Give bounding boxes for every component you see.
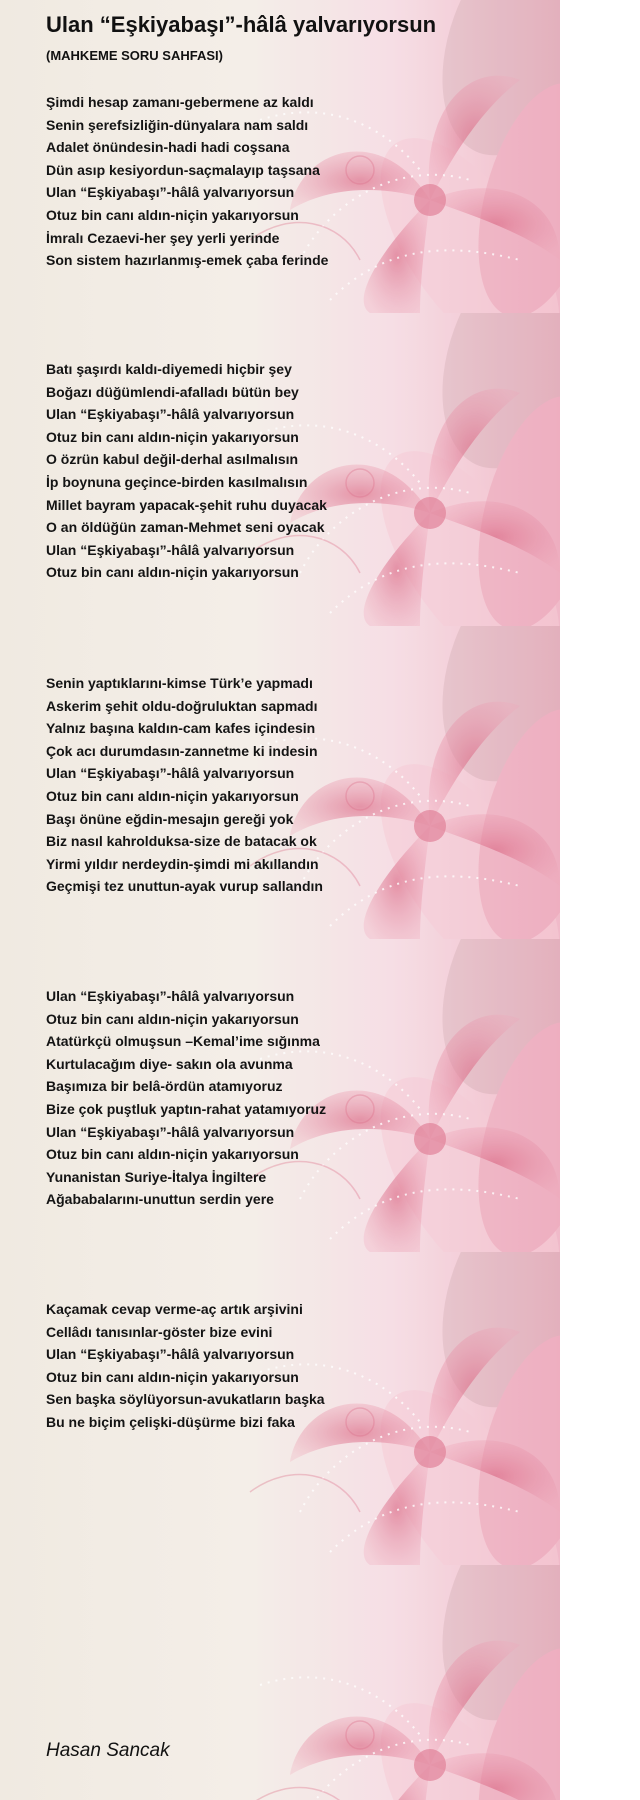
poem-line: Ulan “Eşkiyabaşı”-hâlâ yalvarıyorsun xyxy=(46,1123,295,1140)
poem-line: Ulan “Eşkiyabaşı”-hâlâ yalvarıyorsun xyxy=(46,1346,295,1363)
poem-line: Adalet önündesin-hadi hadi coşsana xyxy=(46,139,290,156)
poem-line: Millet bayram yapacak-şehit ruhu duyacak xyxy=(46,496,327,513)
poem-line: Ulan “Eşkiyabaşı”-hâlâ yalvarıyorsun xyxy=(46,765,295,782)
poem-line: Bize çok puştluk yaptın-rahat yatamıyoruz xyxy=(46,1100,327,1117)
poem-line: Kaçamak cevap verme-aç artık arşivini xyxy=(46,1301,303,1317)
poem-line: Sen başka söylüyorsun-avukatların başka xyxy=(46,1391,325,1408)
poem-line: Ulan “Eşkiyabaşı”-hâlâ yalvarıyorsun xyxy=(46,184,295,201)
poem-line: Ulan “Eşkiyabaşı”-hâlâ yalvarıyorsun xyxy=(46,406,295,423)
poem-line: Yalnız başına kaldın-cam kafes içindesin xyxy=(46,720,316,737)
poem-subtitle: (MAHKEME SORU SAHFASI) xyxy=(46,48,223,63)
poem-line: Senin şerefsizliğin-dünyalara nam saldı xyxy=(46,116,309,133)
poem-line: Otuz bin canı aldın-niçin yakarıyorsun xyxy=(46,1010,299,1027)
poem-line: Otuz bin canı aldın-niçin yakarıyorsun xyxy=(46,428,299,445)
poem-line: O an öldüğün zaman-Mehmet seni oyacak xyxy=(46,519,325,536)
stanza xyxy=(46,91,328,272)
poem-line: Cellâdı tanısınlar-göster bize evini xyxy=(46,1323,273,1340)
poem-line: Batı şaşırdı kaldı-diyemedi hiçbir şey xyxy=(46,361,292,377)
poem-line: Senin yaptıklarını-kimse Türk’e yapmadı xyxy=(46,675,313,691)
stanza xyxy=(46,672,323,898)
poem-line: Ulan “Eşkiyabaşı”-hâlâ yalvarıyorsun xyxy=(46,988,295,1004)
stanza xyxy=(46,1298,325,1434)
poem-line: Ulan “Eşkiyabaşı”-hâlâ yalvarıyorsun xyxy=(46,541,295,558)
poem-line: Dün asıp kesiyordun-saçmalayıp taşsana xyxy=(46,161,320,178)
poem-line: Kurtulacağım diye- sakın ola avunma xyxy=(46,1055,293,1072)
poem-line: Ağababalarını-unuttun serdin yere xyxy=(46,1191,274,1208)
poem-line: İp boynuna geçince-birden kasılmalısın xyxy=(46,473,308,490)
poem-line: Yunanistan Suriye-İtalya İngiltere xyxy=(46,1168,267,1185)
poem-line: Biz nasıl kahrolduksa-size de batacak ok xyxy=(46,833,317,850)
poem-line: Çok acı durumdasın-zannetme ki indesin xyxy=(46,742,318,759)
poem-line: Atatürkçü olmuşsun –Kemal’ime sığınma xyxy=(46,1033,320,1050)
poem-line: O özrün kabul değil-derhal asılmalısın xyxy=(46,451,299,468)
poem-line: İmralı Cezaevi-her şey yerli yerinde xyxy=(46,229,280,246)
poem-line: Otuz bin canı aldın-niçin yakarıyorsun xyxy=(46,564,299,581)
stanza xyxy=(46,358,327,584)
poem-line: Otuz bin canı aldın-niçin yakarıyorsun xyxy=(46,1146,299,1163)
poem-line: Son sistem hazırlanmış-emek çaba ferinde xyxy=(46,252,329,269)
stanza xyxy=(46,985,326,1211)
poem-line: Yirmi yıldır nerdeydin-şimdi mi akıllandın xyxy=(46,855,319,872)
poem-line: Otuz bin canı aldın-niçin yakarıyorsun xyxy=(46,787,299,804)
poem-line: Başımıza bir belâ-ördün atamıyoruz xyxy=(46,1078,283,1095)
poem-line: Boğazı düğümlendi-afalladı bütün bey xyxy=(46,383,299,400)
poem-title: Ulan “Eşkiyabaşı”-hâlâ yalvarıyorsun xyxy=(46,12,437,37)
poem-line: Şimdi hesap zamanı-gebermene az kaldı xyxy=(46,94,314,110)
poem-line: Otuz bin canı aldın-niçin yakarıyorsun xyxy=(46,1368,299,1385)
poem-line: Başı önüne eğdin-mesajın gereği yok xyxy=(46,810,294,827)
poem-line: Geçmişi tez unuttun-ayak vurup sallandın xyxy=(46,878,323,895)
poem-line: Askerim şehit oldu-doğruluktan sapmadı xyxy=(46,697,318,714)
poem-line: Bu ne biçim çelişki-düşürme bizi faka xyxy=(46,1413,295,1430)
poem-author: Hasan Sancak xyxy=(46,1740,170,1761)
poem-line: Otuz bin canı aldın-niçin yakarıyorsun xyxy=(46,206,299,223)
